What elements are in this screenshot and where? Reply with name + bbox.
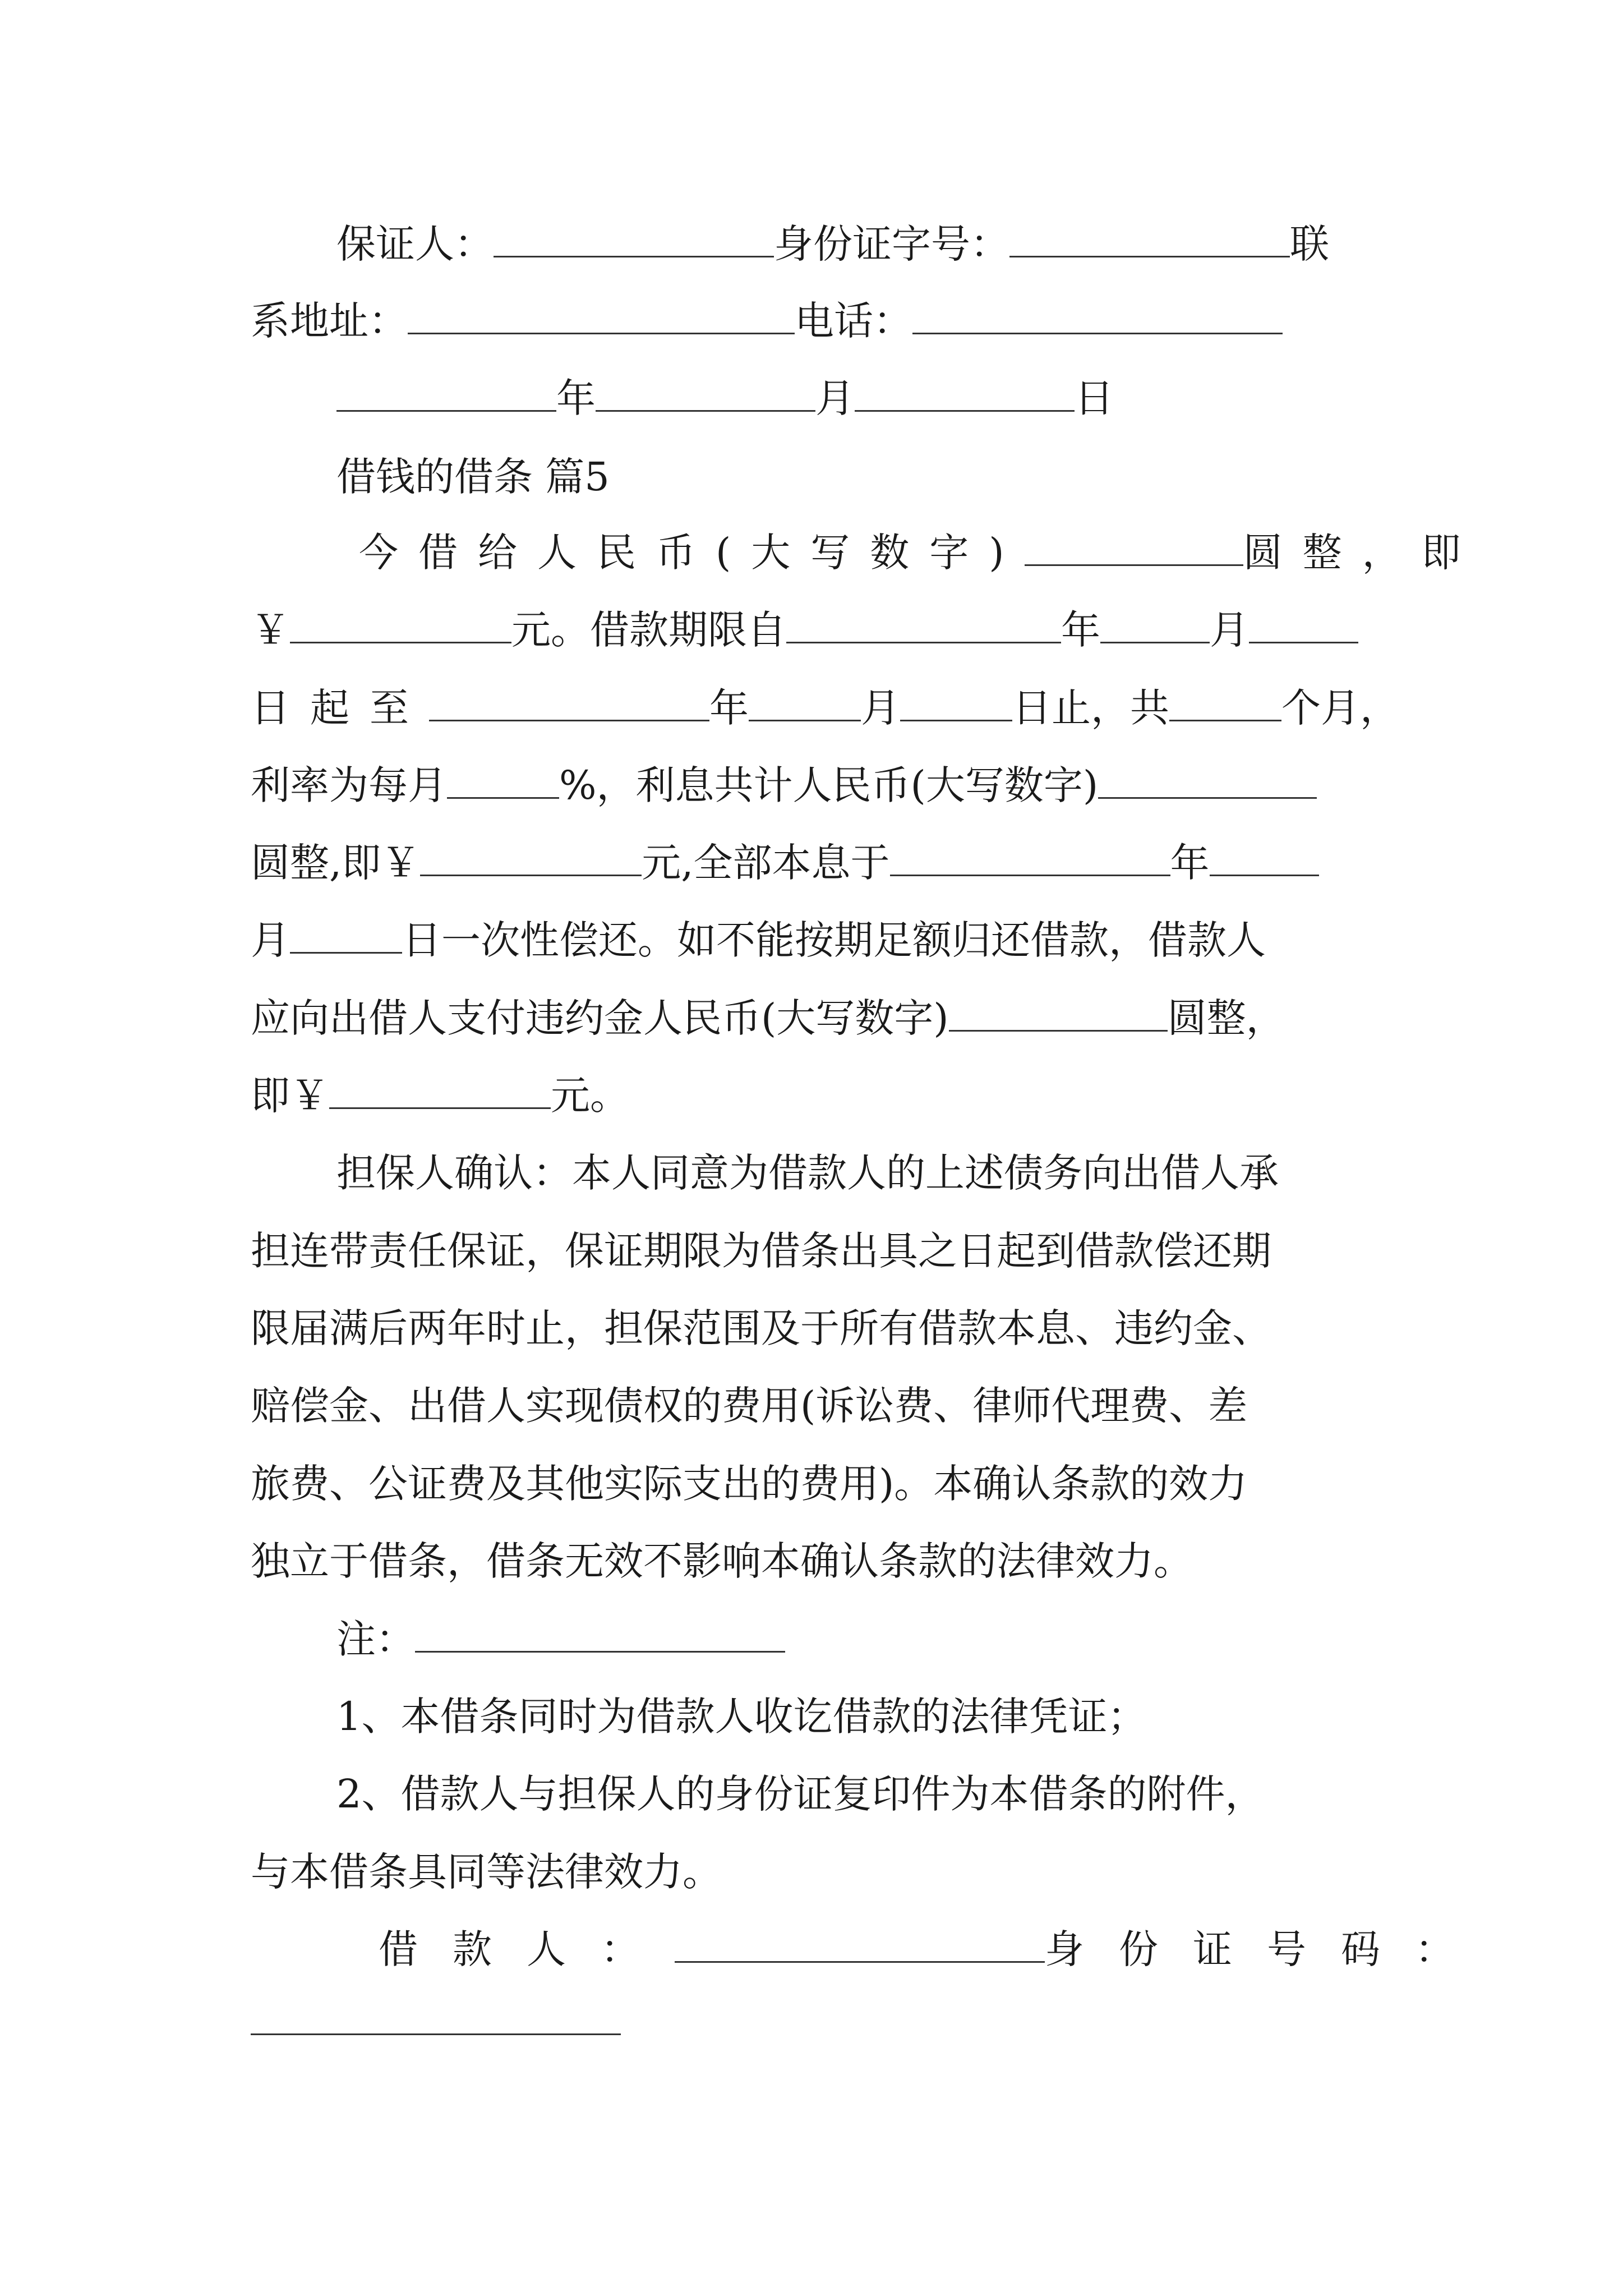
contact-label-start: 联 bbox=[1290, 221, 1329, 267]
borrower-id-blank bbox=[251, 2033, 621, 2035]
repayment-day-blank bbox=[290, 914, 402, 954]
interest-text: 利率为每月 bbox=[251, 762, 447, 808]
penalty-yuan-blank bbox=[329, 1069, 551, 1109]
guarantor-blank bbox=[494, 218, 774, 257]
month-label: 月 bbox=[815, 375, 855, 421]
guarantee-text-4: 赔偿金、出借人实现债权的费用(诉讼费、律师代理费、差 bbox=[251, 1383, 1248, 1429]
guarantor-label: 保证人： bbox=[336, 221, 494, 267]
repayment-yuan-blank bbox=[420, 836, 642, 876]
penalty-yuan-text: 即￥ bbox=[251, 1073, 329, 1119]
day-blank bbox=[855, 372, 1075, 412]
months-label: 个月， bbox=[1281, 685, 1399, 731]
note-blank bbox=[415, 1613, 785, 1653]
yuan-blank bbox=[290, 604, 511, 643]
repayment-line bbox=[251, 835, 1319, 891]
note-item-2-cont-text: 与本借条具同等法律效力。 bbox=[251, 1849, 722, 1895]
interest-total-text: %，利息共计人民币(大写数字) bbox=[559, 762, 1099, 808]
address-blank bbox=[408, 295, 795, 334]
note-line bbox=[336, 1611, 785, 1667]
end-month-label: 月 bbox=[861, 685, 900, 731]
note-item-2-text: 2、借款人与担保人的身份证复印件为本借条的附件， bbox=[336, 1771, 1265, 1817]
note-item-1 bbox=[336, 1688, 1147, 1745]
months-blank bbox=[1169, 682, 1281, 721]
guarantee-line-2 bbox=[251, 1223, 1271, 1279]
phone-label: 电话： bbox=[795, 298, 912, 344]
term-month-label: 月 bbox=[1210, 607, 1249, 653]
end-day-blank bbox=[900, 682, 1012, 721]
month-blank bbox=[596, 372, 815, 412]
loan-amount-text: 今借给人民币(大写数字) bbox=[359, 530, 1025, 576]
loan-amount-end: 圆整，即 bbox=[1243, 530, 1481, 576]
borrower-blank bbox=[675, 1923, 1045, 1963]
term-start-year-blank bbox=[786, 604, 1061, 643]
section-heading bbox=[336, 449, 610, 505]
repayment-clause-line bbox=[251, 912, 1266, 968]
guarantee-text-2: 担连带责任保证，保证期限为借条出具之日起到借款偿还期 bbox=[251, 1228, 1271, 1274]
interest-rate-blank bbox=[447, 759, 559, 799]
guarantee-line-5 bbox=[251, 1456, 1247, 1512]
borrower-label: 借款人： bbox=[379, 1926, 675, 1972]
repayment-year-blank bbox=[890, 836, 1170, 876]
guarantee-text-3: 限届满后两年时止，担保范围及于所有借款本息、违约金、 bbox=[251, 1305, 1271, 1351]
end-day-label: 日止，共 bbox=[1012, 685, 1169, 731]
end-month-blank bbox=[749, 682, 861, 721]
term-year-label: 年 bbox=[1061, 607, 1100, 653]
loan-end-line bbox=[251, 680, 1399, 736]
address-label: 系地址： bbox=[251, 298, 408, 344]
note-item-2 bbox=[336, 1766, 1265, 1822]
interest-amount-blank bbox=[1098, 759, 1317, 799]
interest-line bbox=[251, 757, 1317, 813]
loan-end-text: 日起至 bbox=[251, 685, 429, 731]
penalty-yuan-end: 元。 bbox=[551, 1073, 629, 1119]
guarantee-text-5: 旅费、公证费及其他实际支出的费用)。本确认条款的效力 bbox=[251, 1461, 1248, 1507]
section-title: 借钱的借条 篇5 bbox=[336, 454, 610, 500]
note-item-2-cont bbox=[251, 1844, 722, 1900]
id-number-label: 身份证字号： bbox=[774, 221, 1009, 267]
yuan-symbol: ￥ bbox=[251, 607, 290, 653]
end-year-blank bbox=[429, 682, 709, 721]
repayment-month-blank bbox=[1210, 836, 1319, 876]
loan-term-text: 元。借款期限自 bbox=[511, 607, 786, 653]
guarantor-line bbox=[336, 216, 1329, 272]
penalty-amount-blank bbox=[949, 992, 1168, 1032]
penalty-line bbox=[251, 990, 1285, 1046]
loan-amount-line bbox=[359, 524, 1481, 581]
guarantee-text-6: 独立于借条，借条无效不影响本确认条款的法律效力。 bbox=[251, 1538, 1193, 1584]
guarantee-line-4 bbox=[251, 1378, 1247, 1434]
term-start-month-blank bbox=[1100, 604, 1210, 643]
address-line bbox=[251, 293, 1283, 349]
borrower-id-label: 身份证号码： bbox=[1045, 1926, 1489, 1972]
repayment-text: 圆整,即￥ bbox=[251, 840, 421, 886]
borrower-line bbox=[379, 1921, 1489, 1977]
repayment-month-label: 月 bbox=[251, 917, 290, 963]
repayment-year-label: 年 bbox=[1170, 840, 1210, 886]
repayment-date-text: 元,全部本息于 bbox=[642, 840, 890, 886]
guarantee-line-6 bbox=[251, 1533, 1193, 1589]
day-label: 日 bbox=[1075, 375, 1114, 421]
id-number-blank bbox=[1009, 218, 1290, 257]
repayment-clause-text: 日一次性偿还。如不能按期足额归还借款，借款人 bbox=[402, 917, 1266, 963]
term-start-day-blank bbox=[1249, 604, 1358, 643]
penalty-end: 圆整， bbox=[1167, 995, 1285, 1041]
date-line bbox=[336, 370, 1114, 426]
penalty-text: 应向出借人支付违约金人民币(大写数字) bbox=[251, 995, 949, 1041]
year-label: 年 bbox=[556, 375, 596, 421]
note-label: 注： bbox=[336, 1616, 415, 1662]
guarantee-line-1 bbox=[336, 1145, 1279, 1201]
year-blank bbox=[336, 372, 556, 412]
note-item-1-text: 1、本借条同时为借款人收讫借款的法律凭证； bbox=[336, 1694, 1147, 1740]
guarantee-text-1: 担保人确认：本人同意为借款人的上述债务向出借人承 bbox=[336, 1150, 1279, 1196]
loan-term-line bbox=[251, 602, 1358, 658]
guarantee-line-3 bbox=[251, 1300, 1271, 1356]
penalty-yuan-line bbox=[251, 1068, 629, 1124]
phone-blank bbox=[912, 295, 1283, 334]
loan-amount-blank bbox=[1025, 526, 1243, 566]
end-year-label: 年 bbox=[709, 685, 749, 731]
